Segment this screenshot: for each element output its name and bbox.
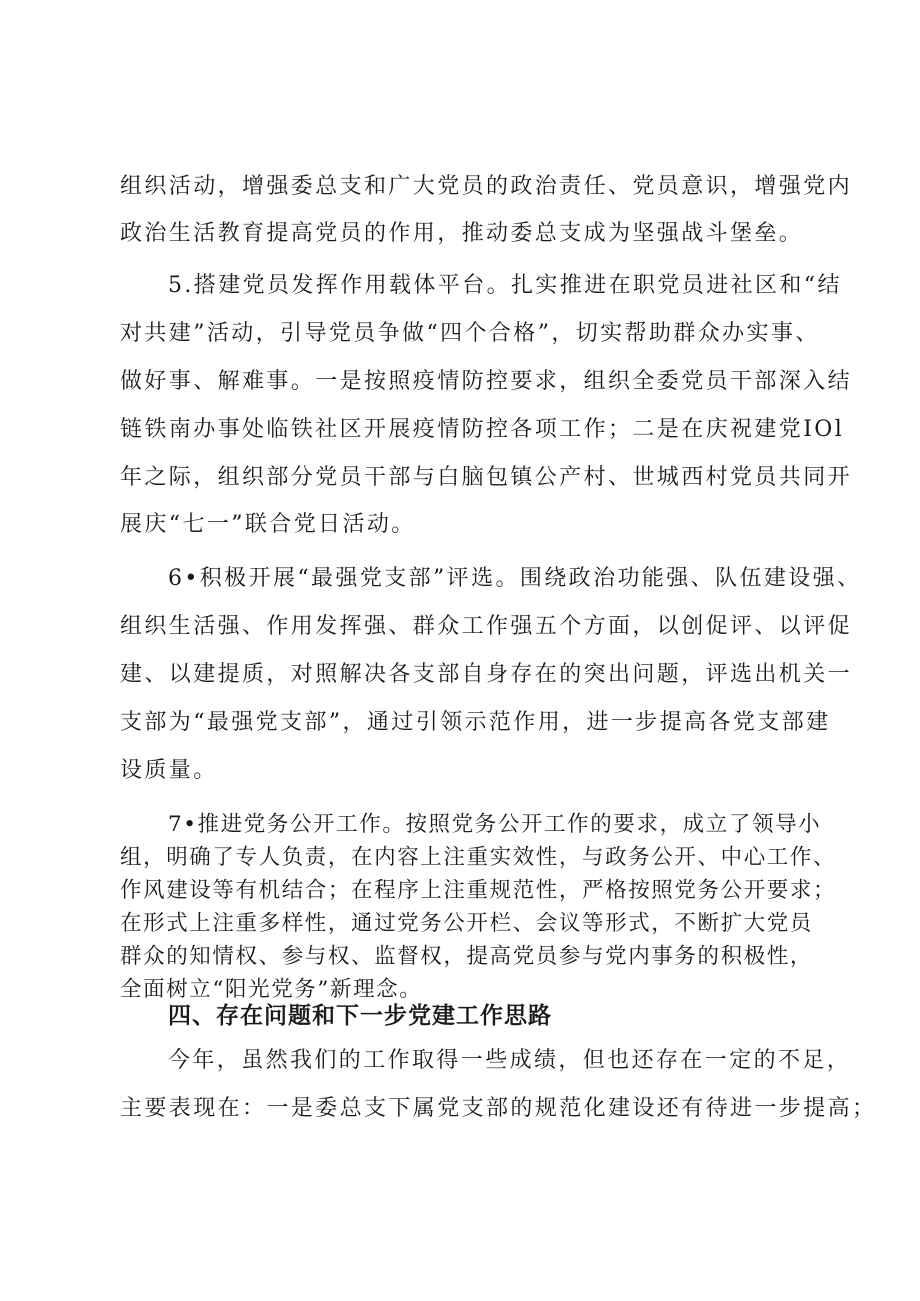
body-line: 主要表现在：一是委总支下属党支部的规范化建设还有待进一步提高； bbox=[120, 1096, 877, 1121]
item-5-line: 5.搭建党员发挥作用载体平台。扎实推进在职党员进社区和“结 bbox=[168, 273, 842, 298]
item-6-line: 6•积极开展“最强党支部”评选。围绕政治功能强、队伍建设强、 bbox=[168, 566, 862, 591]
item-5-line: 年之际，组织部分党员干部与白脑包镇公产村、世城西村党员共同开 bbox=[120, 465, 853, 490]
item-7-line: 在形式上注重多样性，通过党务公开栏、会议等形式，不断扩大党员 bbox=[120, 911, 814, 936]
body-line: 今年，虽然我们的工作取得一些成绩，但也还存在一定的不足， bbox=[168, 1048, 852, 1073]
item-7-line: 作风建设等有机结合；在程序上注重规范性，严格按照党务公开要求； bbox=[120, 878, 837, 903]
item-6-line: 组织生活强、作用发挥强、群众工作强五个方面，以创促评、以评促 bbox=[120, 614, 853, 639]
item-5-line: 做好事、解难事。一是按照疫情防控要求，组织全委党员干部深入结 bbox=[120, 369, 853, 394]
item-7-line: 全面树立“阳光党务”新理念。 bbox=[120, 977, 423, 1002]
item-7-line: 群众的知情权、参与权、监督权，提高党员参与党内事务的积极性， bbox=[120, 944, 814, 969]
item-5-line: 展庆“七一”联合党日活动。 bbox=[120, 512, 416, 537]
item-7-line: 7•推进党务公开工作。按照党务公开工作的要求，成立了领导小 bbox=[168, 812, 822, 837]
item-6-line: 支部为“最强党支部”，通过引领示范作用，进一步提高各党支部建 bbox=[120, 710, 831, 735]
section-heading: 四、存在问题和下一步党建工作思路 bbox=[168, 1003, 552, 1029]
item-6-line: 建、以建提质，对照解决各支部自身存在的突出问题，评选出机关一 bbox=[120, 662, 853, 687]
item-5-line: 对共建”活动，引导党员争做“四个合格”，切实帮助群众办实事、 bbox=[120, 321, 820, 346]
item-5-line: 链铁南办事处临铁社区开展疫情防控各项工作；二是在庆祝建党IOl bbox=[120, 417, 845, 442]
item-7-line: 组，明确了专人负责，在内容上注重实效性，与政务公开、中心工作、 bbox=[120, 845, 837, 870]
body-line: 政治生活教育提高党员的作用，推动委总支成为坚强战斗堡垒。 bbox=[120, 221, 804, 246]
body-line: 组织活动，增强委总支和广大党员的政治责任、党员意识，增强党内 bbox=[120, 174, 853, 199]
item-6-line: 设质量。 bbox=[120, 758, 218, 783]
